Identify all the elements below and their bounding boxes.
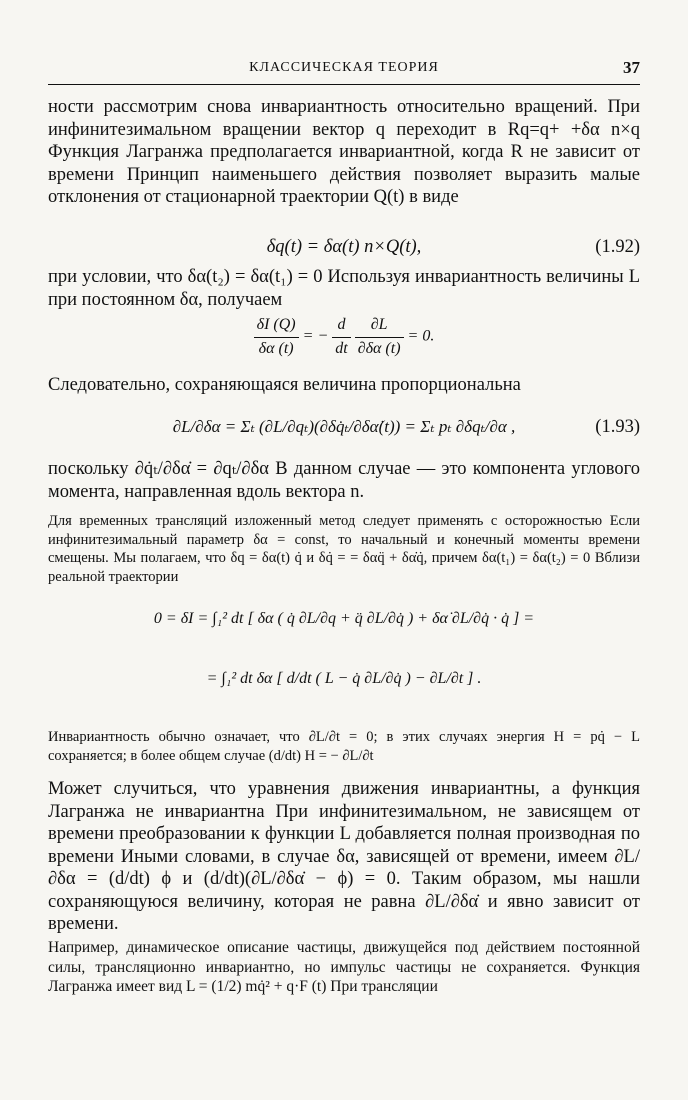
equation-formula: ∂L/∂δα = Σₜ (∂L/∂qₜ)(∂δq̇ₜ/∂δα̇(t)) = Σₜ pₜ ∂δqₜ/∂α , (172, 417, 516, 436)
paragraph-angular-momentum: поскольку ∂q̇ₜ/∂δα̇ = ∂qₜ/∂δα В данном случае — это компонента углового момента, направленная вдоль вектора n. (48, 459, 640, 502)
equation-1-92 (48, 230, 640, 266)
numerator: ∂L (355, 314, 404, 338)
equation-1-93 (48, 404, 640, 454)
paragraph-lagrangian-invariance: Может случиться, что уравнения движения инвариантны, а функция Лагранжа не инвариантна При инфинитезимальном, не зависящем от времени преобразовании к функции L добавляется полная производная по времени Иными словами, в случае δα, зависящей от времени, имеем ∂L/∂δα = (d/dt) ϕ и (d/dt)(∂L/∂δα̇ − ϕ) = 0. Таким образом, мы нашли сохраняющуюся величину, которая не равна ∂L/∂δα̇ и явно зависит от времени. (48, 779, 640, 934)
paragraph-example: Например, динамическое описание частицы, движущейся под действием постоянной силы, трансляционно инвариантно, но импульс частицы не сохраняется. Функция Лагранжа имеет вид L = (1/2) mq̇² + q·F (t) При трансляции (48, 939, 640, 995)
equation-tail: = 0. (407, 327, 435, 345)
page-header (48, 56, 640, 85)
fraction (254, 314, 299, 360)
equation-formula: δq(t) = δα(t) n×Q(t), (266, 237, 422, 257)
equation-integral-1: 0 = δI = ∫₁² dt [ δα ( q̇ ∂L/∂q + q̈ ∂L/∂q̇ ) + δα̇ ∂L/∂q̇ · q̇ ] = (153, 610, 535, 627)
page-number: 37 (623, 58, 640, 77)
denominator: dt (335, 339, 348, 357)
note-time-translations: Для временных трансляций изложенный метод следует применять с осторожностью Если инфинитезимальный параметр δα = const, то начальный и конечный моменты времени смещены. Мы полагаем, что δq = δα(t) q̇ и δq̇ = = δαq̈ + δα̇q̇, причем δα(t₁) = δα(t₂) = 0 Вблизи реальной траектории (48, 513, 640, 585)
paragraph-conserved: Следовательно, сохраняющаяся величина пропорциональна (48, 375, 521, 395)
numerator: d (332, 314, 350, 338)
denominator: δα (t) (258, 339, 294, 357)
running-title: КЛАССИЧЕСКАЯ ТЕОРИЯ (249, 60, 439, 75)
paragraph-condition: при условии, что δα(t₂) = δα(t₁) = 0 Используя инвариантность величины L при постоянном δα, получаем (48, 267, 640, 310)
equation-number: (1.92) (595, 237, 640, 257)
equation-number: (1.93) (595, 417, 640, 437)
equation-integral-2: = ∫₁² dt δα [ d/dt ( L − q̇ ∂L/∂q̇ ) − ∂L/∂t ] . (206, 670, 482, 687)
fraction (332, 314, 350, 360)
minus-sign: = − (302, 327, 333, 345)
fraction (355, 314, 404, 360)
denominator: ∂δα (t) (357, 339, 401, 357)
numerator: δI (Q) (254, 314, 299, 338)
note-energy: Инвариантность обычно означает, что ∂L/∂t = 0; в этих случаях энергия H = pq̇ − L сохраняется; в более общем случае (d/dt) H = − ∂L/∂t (48, 729, 640, 764)
equation-variation (48, 314, 640, 366)
page-body (48, 96, 640, 997)
paragraph-rotation: ности рассмотрим снова инвариантность относительно вращений. При инфинитезимальном вращении вектор q переходит в Rq=q+ +δα n×q Функция Лагранжа предполагается инвариантной, когда R не зависит от времени Принцип наименьшего действия позволяет выразить малые отклонения от стационарной траектории Q(t) в виде (48, 97, 640, 207)
